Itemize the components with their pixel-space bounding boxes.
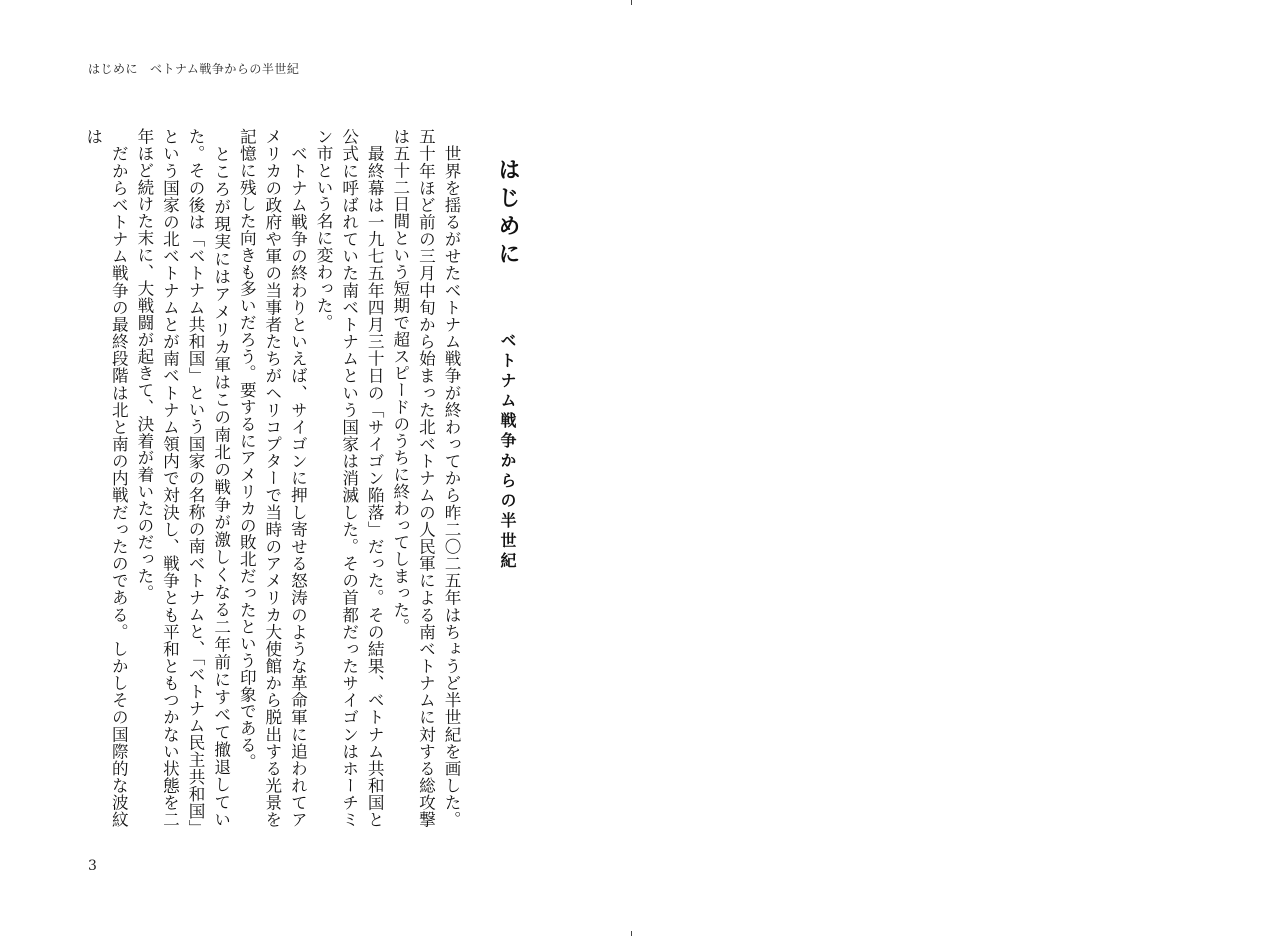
running-head-title: ベトナム戦争からの半世紀 — [150, 62, 300, 76]
running-head-label: はじめに — [88, 62, 139, 76]
paragraph-4: ところが現実にはアメリカ軍はこの南北の戦争が激しくなる二年前にすべて撤退していた。その後は「ベトナム共和国」という国家の名称の南ベトナムと、「ベトナム民主共和国」という国家の北ベトナムとが南ベトナム領内で対決し、戦争とも平和ともつかない状態を二年ほど続けた末に、大戦闘が起きて、決着が着いたのだった。 — [134, 128, 231, 828]
running-head — [88, 60, 299, 77]
crop-mark-bottom — [631, 931, 632, 936]
paragraph-5: だからベトナム戦争の最終段階は北と南の内戦だったのである。しかしその国際的な波紋は — [83, 128, 129, 828]
chapter-title — [496, 158, 518, 572]
crop-mark-top — [631, 0, 632, 5]
chapter-subheading: ベトナム戦争からの半世紀 — [498, 332, 517, 572]
paragraph-2: 最終幕は一九七五年四月三十日の「サイゴン陥落」だった。その結果、ベトナム共和国と公式に呼ばれていた南ベトナムという国家は消滅した。その首都だったサイゴンはホーチミン市という名に変わった。 — [314, 128, 385, 828]
chapter-heading: はじめに — [495, 158, 520, 270]
paragraph-1: 世界を揺るがせたベトナム戦争が終わってから昨二〇二五年はちょうど半世紀を画した。五十年ほど前の三月中旬から始まった北ベトナムの人民軍による南ベトナムに対する総攻撃は五十二日間という短期で超スピードのうちに終わってしまった。 — [390, 128, 461, 828]
body-text — [80, 128, 464, 828]
paragraph-3: ベトナム戦争の終わりといえば、サイゴンに押し寄せる怒涛のような革命軍に追われてアメリカの政府や軍の当事者たちがヘリコプターで当時のアメリカ大使館から脱出する光景を記憶に残した向きも多いだろう。要するにアメリカの敗北だったという印象である。 — [237, 128, 308, 828]
page-number: 3 — [88, 858, 97, 874]
